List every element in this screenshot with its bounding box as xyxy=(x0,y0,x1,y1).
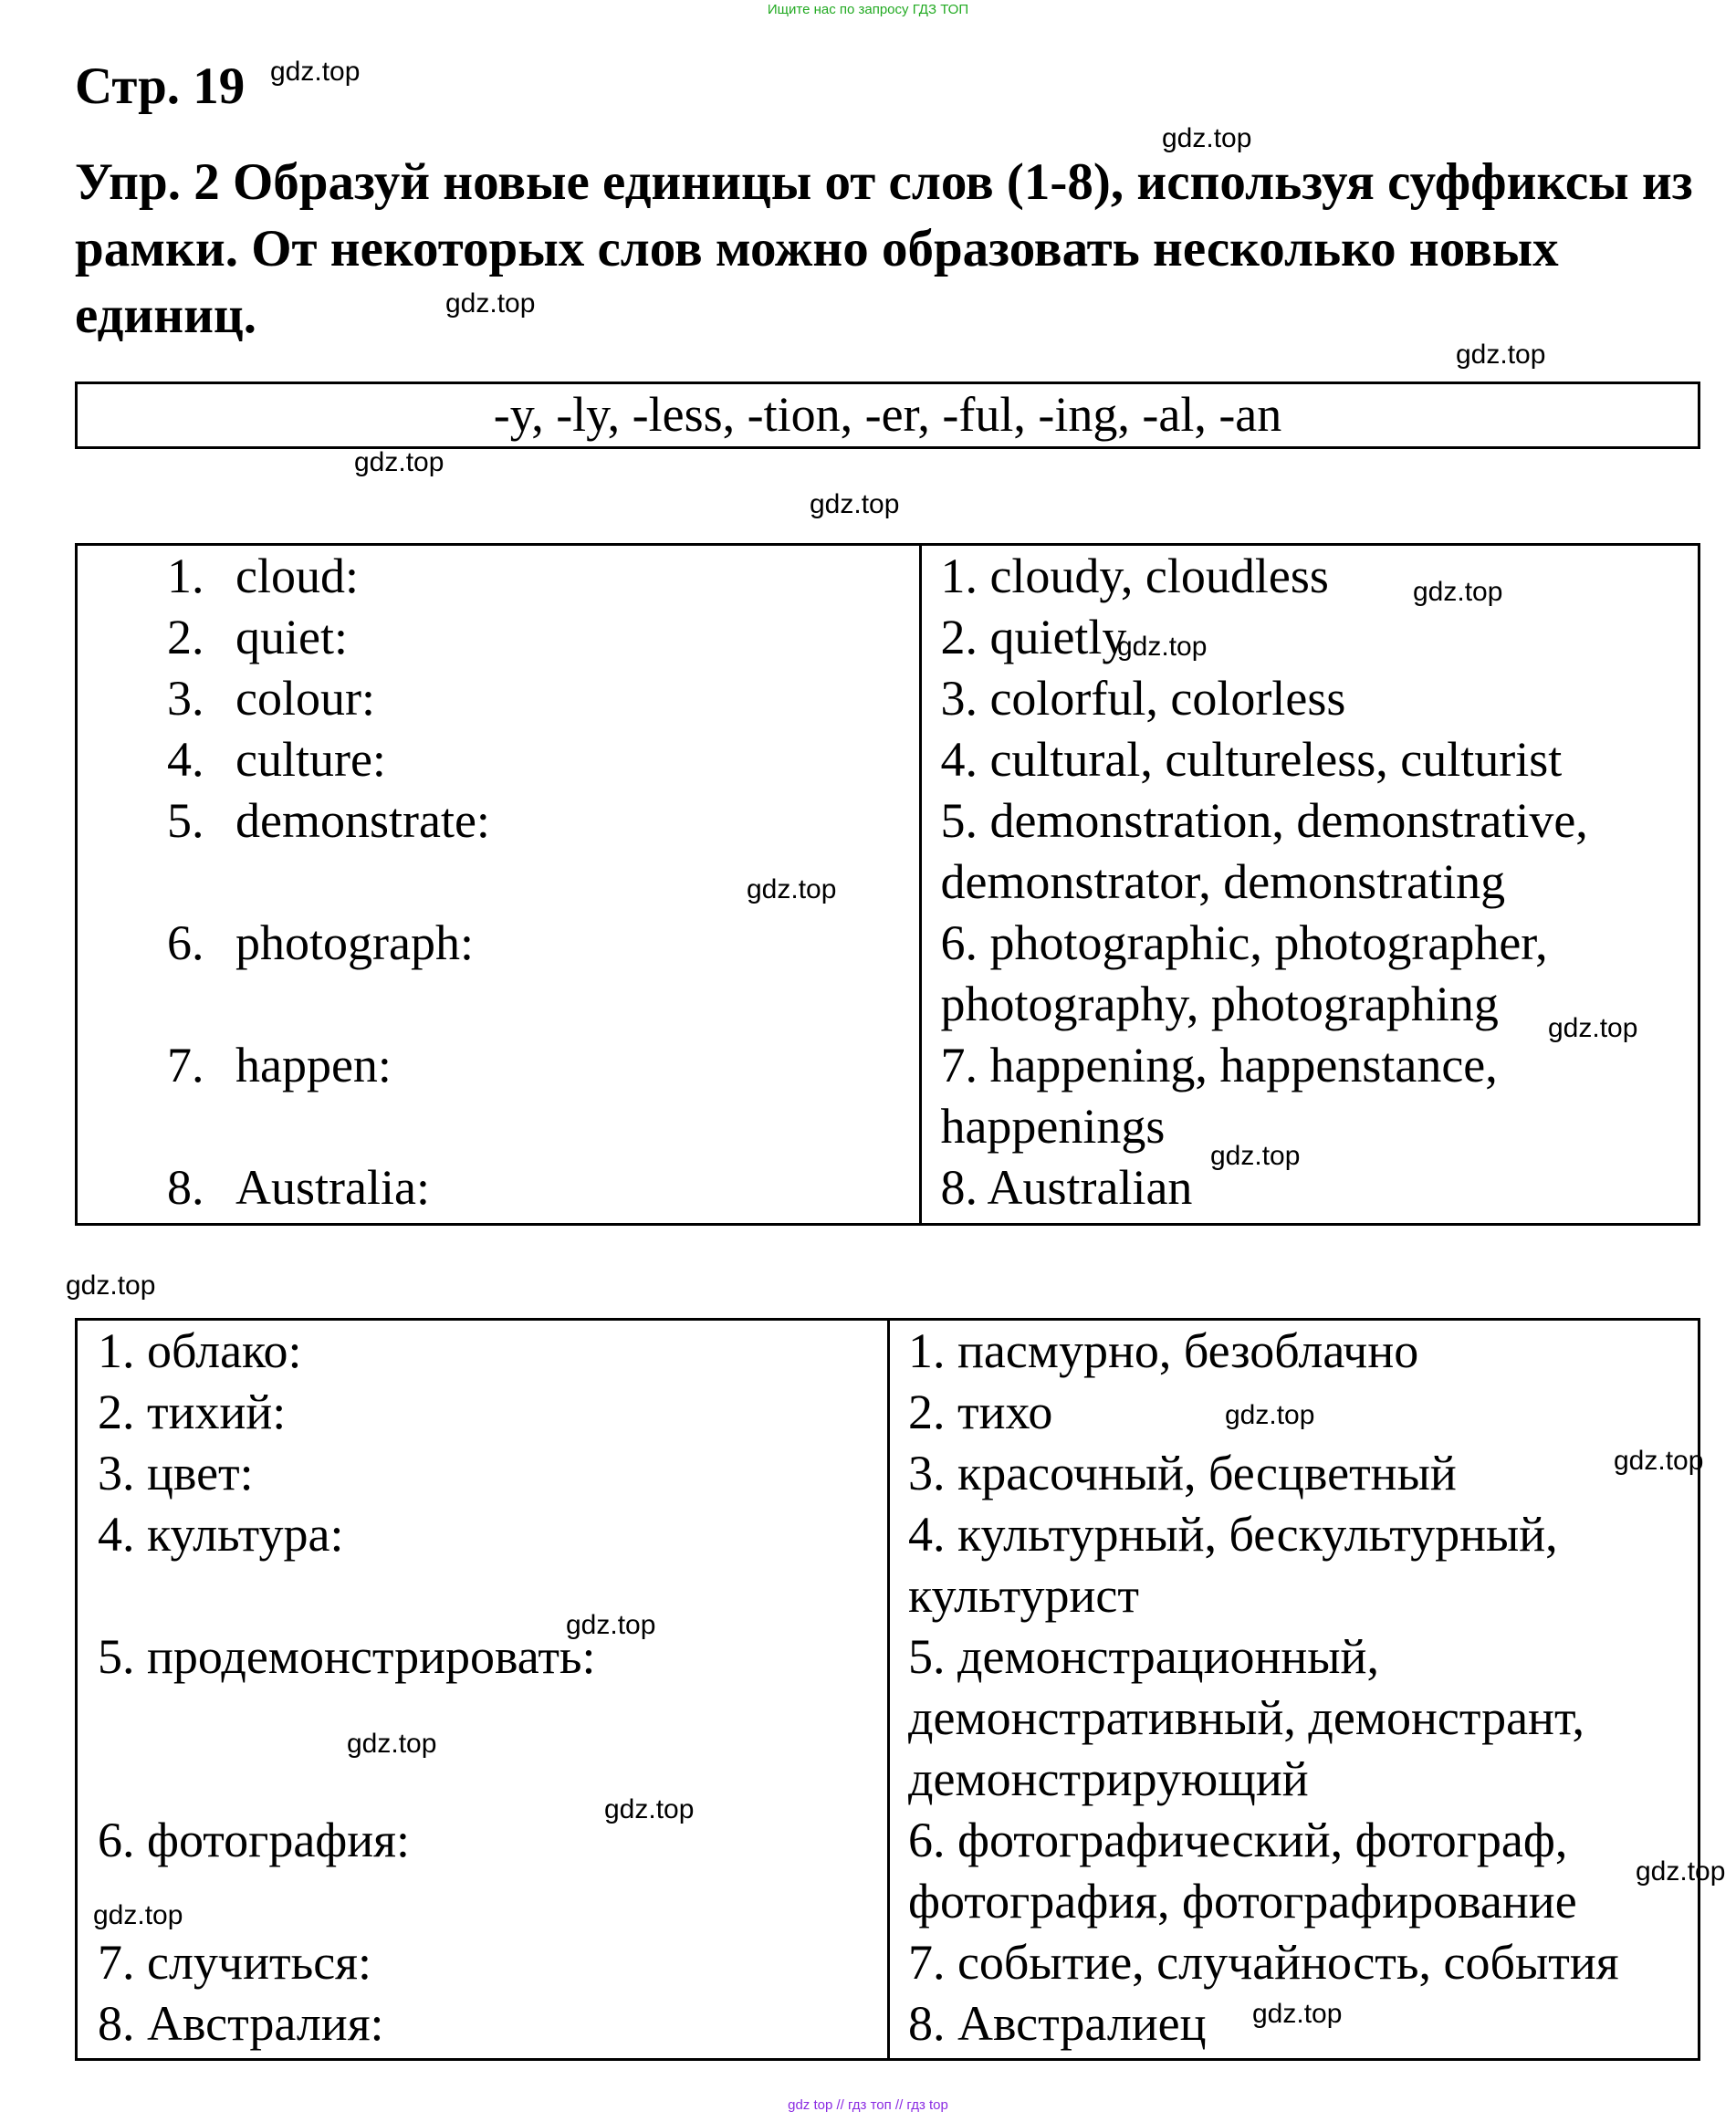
answer-line: 5. демонстрационный, xyxy=(907,1629,1379,1684)
answer-line: 1. cloudy, cloudless xyxy=(940,549,1329,603)
answer-line: 6. фотографический, фотограф, xyxy=(907,1813,1568,1867)
watermark: gdz.top xyxy=(1225,1400,1315,1430)
answer-line: демонстративный, демонстрант, xyxy=(907,1690,1584,1745)
watermark: gdz.top xyxy=(1413,577,1503,607)
top-search-hint[interactable]: Ищите нас по запросу ГДЗ ТОП xyxy=(767,2,969,17)
word-row: 4. культура: xyxy=(98,1507,344,1562)
watermark: gdz.top xyxy=(1614,1446,1704,1476)
watermark: gdz.top xyxy=(1636,1856,1726,1887)
watermark: gdz.top xyxy=(1162,123,1252,153)
word-row: 3. colour: xyxy=(167,671,375,726)
bottom-site-links[interactable]: gdz top // гдз топ // гдз top xyxy=(788,2097,948,2113)
word-row: 7. случиться: xyxy=(98,1935,372,1990)
answer-line: demonstrator, demonstrating xyxy=(940,854,1506,909)
answer-line: 2. тихо xyxy=(907,1385,1053,1439)
watermark: gdz.top xyxy=(1456,340,1546,370)
watermark: gdz.top xyxy=(270,57,361,87)
watermark: gdz.top xyxy=(445,288,536,319)
watermark: gdz.top xyxy=(604,1794,695,1824)
watermark: gdz.top xyxy=(66,1270,156,1301)
watermark: gdz.top xyxy=(1117,632,1208,662)
english-answers-column xyxy=(921,545,1699,1225)
answer-line: 2. quietly xyxy=(940,610,1127,664)
russian-words-table xyxy=(75,1318,1700,2061)
answer-line: демонстрирующий xyxy=(907,1751,1309,1806)
word-row: 5. demonstrate: xyxy=(167,793,490,848)
word-row: 6. фотография: xyxy=(98,1813,411,1867)
russian-words-column xyxy=(77,1320,889,2060)
answer-line: 1. пасмурно, безоблачно xyxy=(907,1323,1419,1378)
watermark: gdz.top xyxy=(93,1900,183,1930)
word-row: 4. culture: xyxy=(167,732,386,787)
word-row: 1. cloud: xyxy=(167,549,359,603)
answer-line: 4. cultural, cultureless, culturist xyxy=(940,732,1563,787)
word-row: 5. продемонстрировать: xyxy=(98,1629,596,1684)
answer-line: happenings xyxy=(940,1099,1166,1154)
watermark: gdz.top xyxy=(747,874,837,904)
answer-line: 8. Australian xyxy=(940,1160,1193,1215)
answer-line: 7. happening, happenstance, xyxy=(940,1038,1498,1092)
watermark: gdz.top xyxy=(354,447,444,477)
answer-line: 3. красочный, бесцветный xyxy=(907,1446,1457,1500)
watermark: gdz.top xyxy=(810,489,900,519)
english-words-table xyxy=(75,543,1700,1226)
word-row: 2. quiet: xyxy=(167,610,348,664)
word-row: 8. Australia: xyxy=(167,1160,430,1215)
answer-line: культурист xyxy=(907,1568,1139,1623)
answer-line: 3. colorful, colorless xyxy=(940,671,1346,726)
answer-line: 6. photographic, photographer, xyxy=(940,915,1548,970)
answer-line: 8. Австралиец xyxy=(907,1996,1207,2051)
answer-line: 5. demonstration, demonstrative, xyxy=(940,793,1588,848)
word-row: 7. happen: xyxy=(167,1038,392,1092)
suffix-list: -y, -ly, -less, -tion, -er, -ful, -ing, -al, -an xyxy=(493,387,1282,442)
word-row: 6. photograph: xyxy=(167,915,474,970)
word-row: 8. Австралия: xyxy=(98,1996,384,2051)
watermark: gdz.top xyxy=(1548,1013,1638,1043)
answer-line: photography, photographing xyxy=(940,977,1499,1031)
answer-line: 7. событие, случайность, события xyxy=(907,1935,1619,1990)
answer-line: фотография, фотографирование xyxy=(907,1874,1577,1929)
watermark: gdz.top xyxy=(1252,1999,1343,2029)
word-row: 2. тихий: xyxy=(98,1385,287,1439)
watermark: gdz.top xyxy=(566,1610,656,1640)
suffix-box xyxy=(75,382,1700,449)
exercise-instructions: Упр. 2 Образуй новые единицы от слов (1-8), используя суффиксы из рамки. От некоторых слов можно образовать несколько новых единиц. xyxy=(75,153,1693,344)
answer-line: 4. культурный, бескультурный, xyxy=(907,1507,1558,1562)
watermark: gdz.top xyxy=(347,1729,437,1759)
watermark: gdz.top xyxy=(1210,1141,1301,1171)
word-row: 3. цвет: xyxy=(98,1446,254,1500)
word-row: 1. облако: xyxy=(98,1323,302,1378)
page-title: Стр. 19 xyxy=(75,57,246,115)
